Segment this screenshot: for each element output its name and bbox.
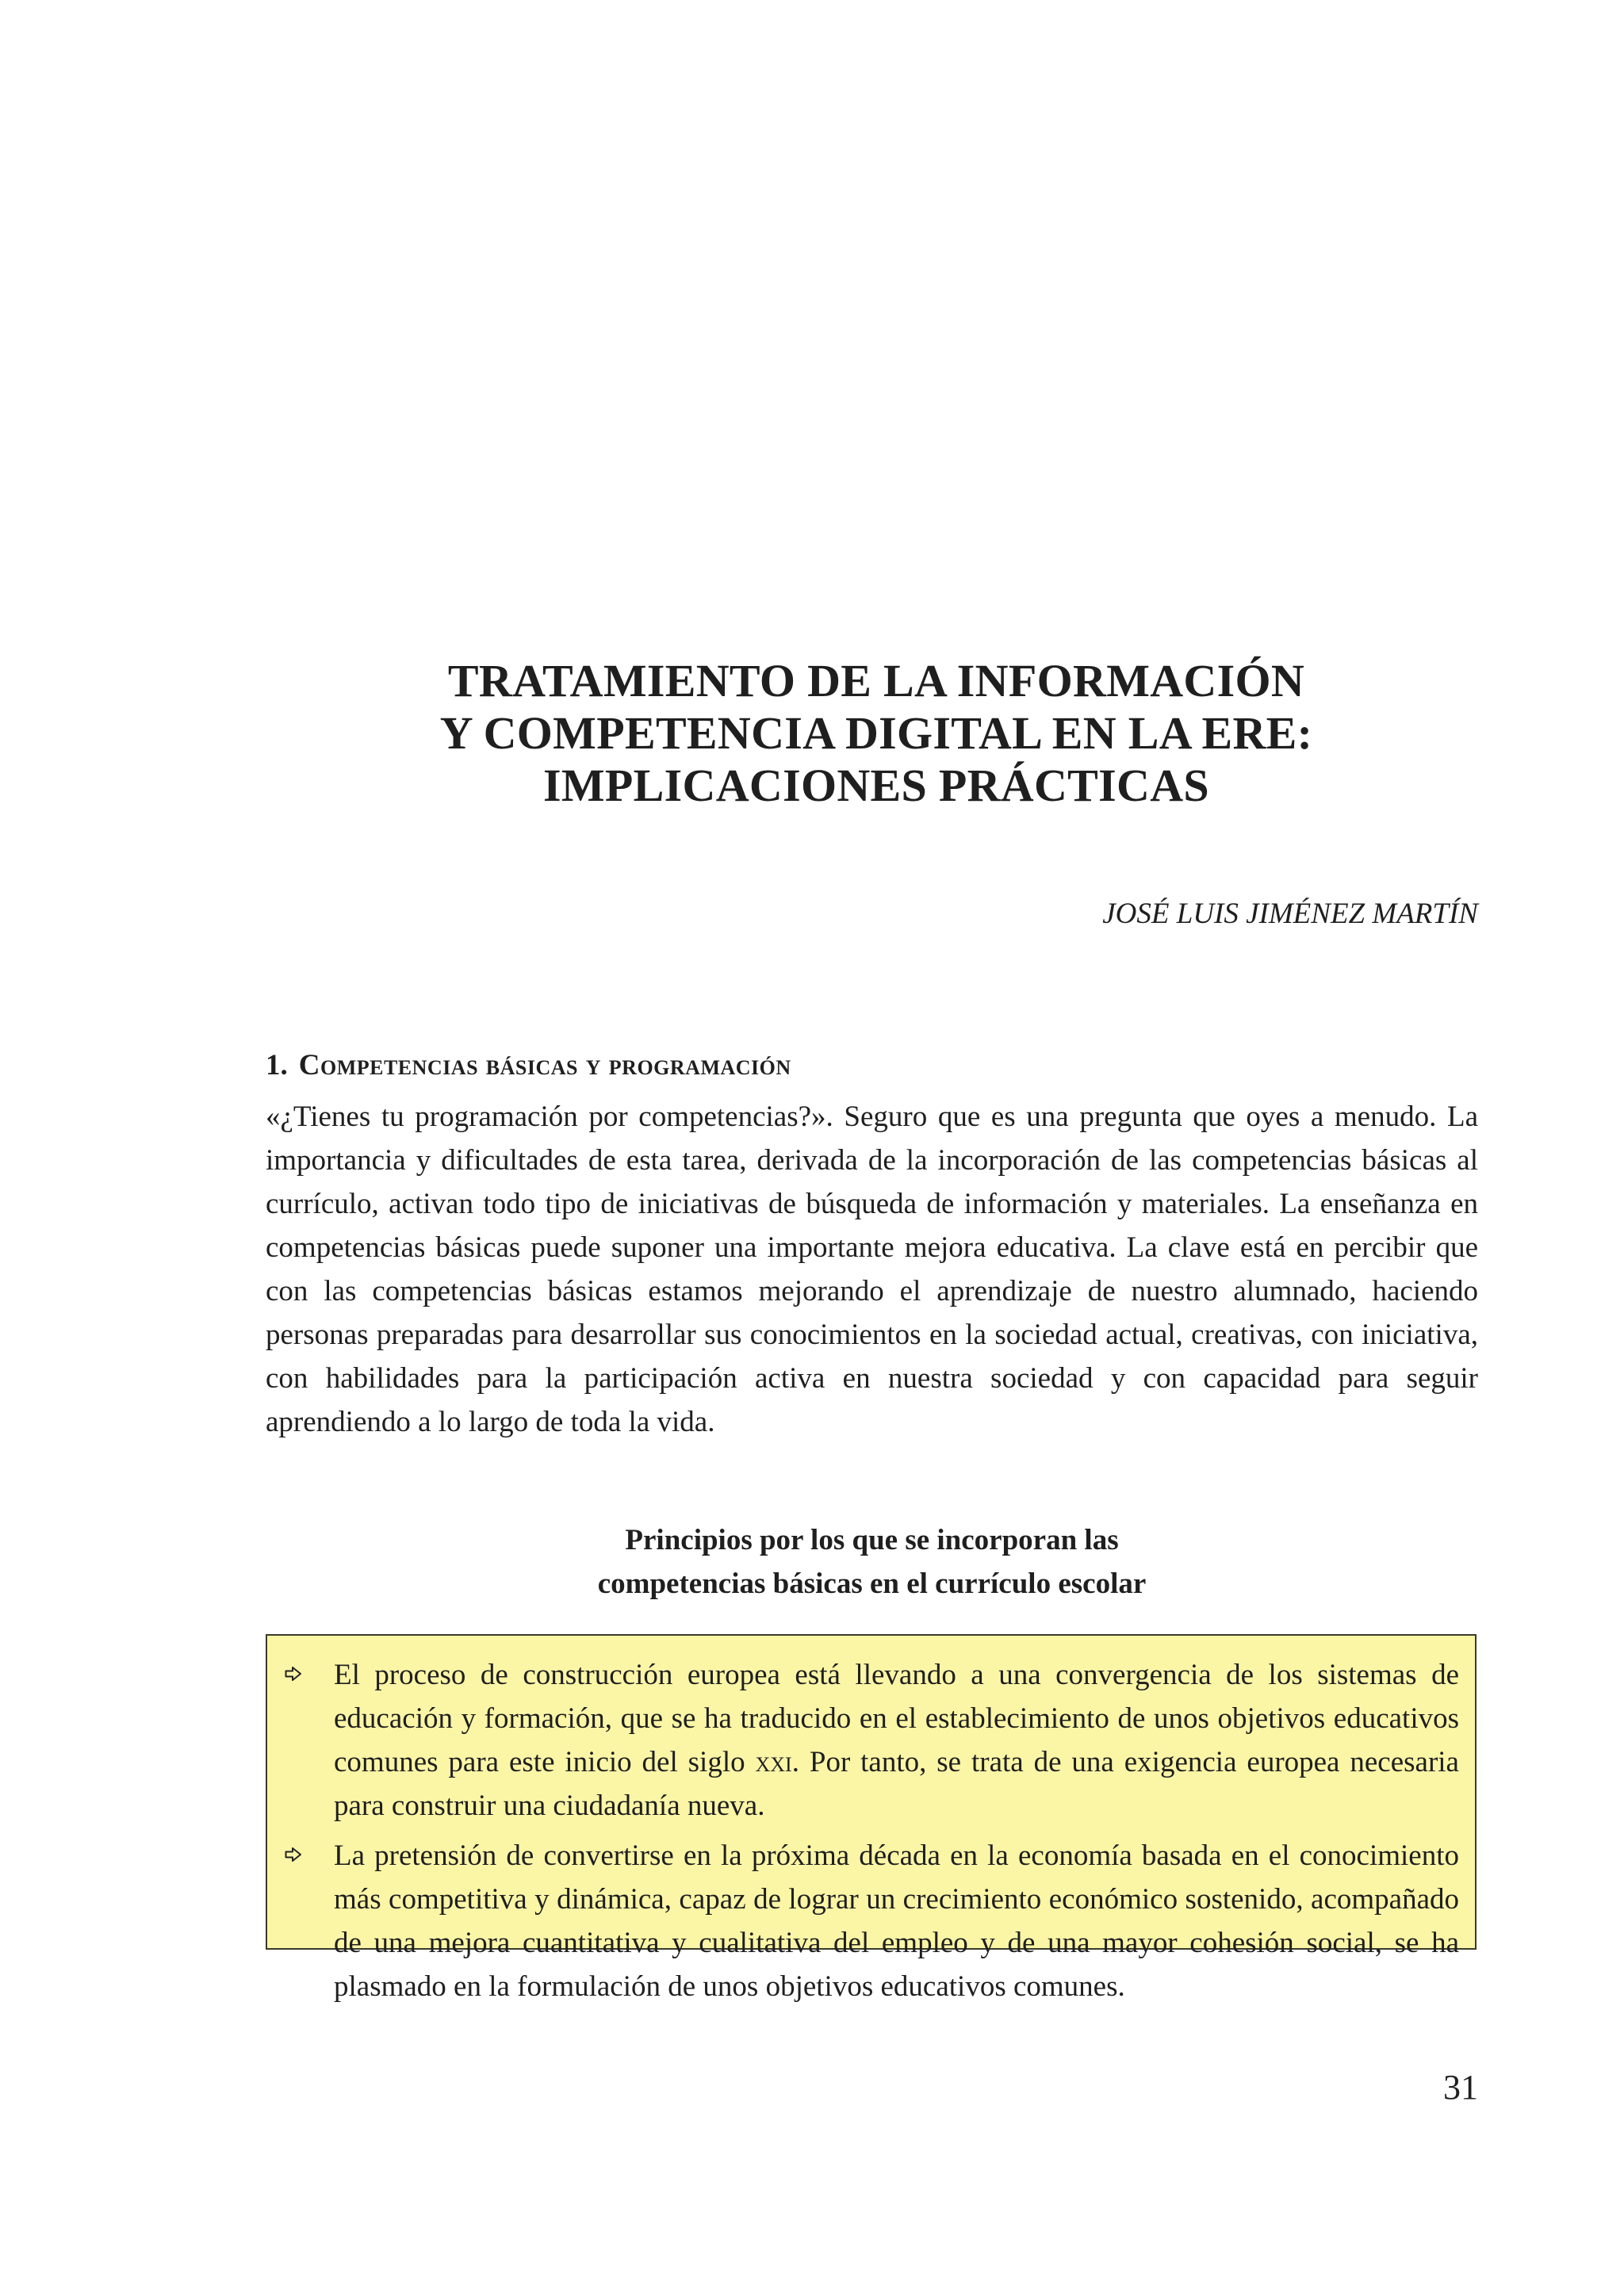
arrow-right-outline-icon xyxy=(285,1847,302,1862)
principles-title-line-2: competencias básicas en el currículo escolar xyxy=(597,1568,1147,1600)
principle-item xyxy=(283,1834,1459,2008)
section-title: Competencias básicas y programación xyxy=(298,1049,791,1081)
section-heading xyxy=(266,1048,791,1083)
title-line-3: IMPLICACIONES PRÁCTICAS xyxy=(543,760,1209,811)
page-number: 31 xyxy=(1443,2068,1478,2107)
author-name: JOSÉ LUIS JIMÉNEZ MARTÍN xyxy=(1102,898,1478,930)
section-number: 1. xyxy=(266,1049,288,1081)
arrow-right-outline-icon xyxy=(285,1666,302,1682)
principle-text-1a: El proceso de construcción europea está llevando a una convergencia de los sistemas de educación y formación, que se ha traducido en el establecimiento de unos objetivos educativos comunes para este inicio del siglo xyxy=(334,1659,1459,1778)
title-line-2: Y COMPETENCIA DIGITAL EN LA ERE: xyxy=(439,707,1313,759)
principle-item xyxy=(283,1653,1459,1828)
principle-text-2: La pretensión de convertirse en la próxima década en la economía basada en el conocimiento más competitiva y dinámica, capaz de lograr un crecimiento económico sostenido, acompañado de una mejora cuantitativa y cualitativa del empleo y de una mayor cohesión social, se ha plasmado en la formulación de unos objetivos educativos comunes. xyxy=(334,1839,1459,2003)
century-numeral: xxi xyxy=(755,1746,792,1778)
principles-title-line-1: Principios por los que se incorporan las xyxy=(625,1524,1119,1556)
article-title xyxy=(266,655,1487,812)
section-paragraph: «¿Tienes tu programación por competencias?». Seguro que es una pregunta que oyes a menudo. La importancia y dificultades de esta tarea, derivada de la incorporación de las competencias básicas al currículo, activan todo tipo de iniciativas de búsqueda de información y materiales. La enseñanza en competencias básicas puede suponer una importante mejora educativa. La clave está en percibir que con las competencias básicas estamos mejorando el aprendizaje de nuestro alumnado, haciendo personas preparadas para desarrollar sus conocimientos en la sociedad actual, creativas, con iniciativa, con habilidades para la participación activa en nuestra sociedad y con capacidad para seguir aprendiendo a lo largo de toda la vida. xyxy=(266,1101,1478,1438)
principles-title xyxy=(266,1518,1478,1606)
principles-box xyxy=(266,1634,1477,2003)
principle-text-1b: . Por tanto, se trata de una exigencia europea necesaria para construir una ciudadanía nueva. xyxy=(334,1746,1459,1822)
title-line-1: TRATAMIENTO DE LA INFORMACIÓN xyxy=(447,655,1305,706)
